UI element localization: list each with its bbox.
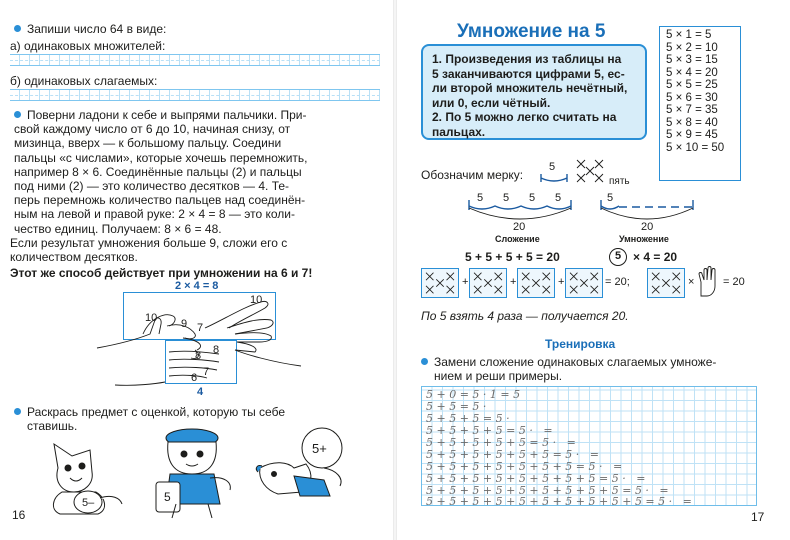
five-crosses-icon: [575, 158, 605, 184]
five-crosses-square: [565, 268, 603, 298]
task2-paragraph: Поверни ладони к себе и выпрями пальчики. При- свой каждому число от 6 до 10, начиная снизу, от мизинца, вверх — к большому пальцу. Соедини пальцы «с числами», которые хочешь перемножить, например 8 × 6. Соединённые пальцы (2) и пальцы под ними (2) — это количество десятков — 4. Те- перь перемножь количество пальцев над соединён- ным на левой и правой руке: 2 × 4 = 8 — это коли- чество единиц. Получаем: 8 × 6 = 48.: [14, 108, 308, 236]
bullet-icon: [14, 408, 21, 415]
finger-number: 10: [250, 294, 263, 306]
five-crosses-square: [469, 268, 507, 298]
multiplication-table: [659, 26, 741, 181]
training-row: 5+5+5+5+5+5+5+5+5=5· =: [426, 484, 673, 497]
bullet-icon: [421, 358, 428, 365]
finger-number: 8: [213, 344, 220, 356]
rules-box: 1. Произведения из таблицы на 5 заканчиваются цифрами 5, ес- ли второй множитель нечётный, или 0, если чётный. 2. По 5 можно легко считать на пальцах.: [421, 44, 647, 140]
arc-number: 5: [503, 192, 510, 204]
hand-result: = 20: [723, 276, 745, 288]
table-row: 5 × 5 = 25: [666, 79, 718, 91]
circled-five: 5: [609, 248, 627, 266]
hands-top-label: 2 × 4 = 8: [175, 280, 219, 292]
addition-caption: Сложение: [495, 234, 540, 244]
plus-sign: +: [510, 276, 517, 288]
page-number-right: 17: [751, 510, 765, 524]
training-row: 5+5+5+5+5=5· =: [426, 436, 580, 449]
training-row: 5+5+5=5·: [426, 412, 514, 425]
task2-line-9: Если результат умножения больше 9, сложи его с: [10, 236, 288, 250]
page-number-left: 16: [12, 508, 26, 522]
training-grid[interactable]: [421, 386, 757, 506]
pics-result: = 20;: [605, 276, 630, 288]
page-title: Умножение на 5: [457, 21, 606, 42]
table-row: 5 × 3 = 15: [666, 54, 718, 66]
training-heading: Тренировка: [545, 337, 616, 351]
arc-number: 5: [607, 192, 614, 204]
ball-grade-label: 5+: [312, 441, 327, 456]
training-row: 5+5=5·: [426, 400, 490, 413]
plus-sign: +: [558, 276, 565, 288]
task3-instruction: Раскрась предмет с оценкой, которую ты себе ставишь.: [14, 405, 285, 433]
hands-drawing: [95, 288, 305, 388]
task1-a-label: а) одинаковых множителей:: [10, 39, 166, 53]
arc-number: 5: [529, 192, 536, 204]
times-sign: ×: [688, 276, 695, 288]
left-page: [0, 0, 393, 540]
hands-diagram: [95, 280, 305, 398]
finger-number: 8: [195, 350, 202, 362]
training-row: 5+5+5+5+5+5+5=5· =: [426, 460, 626, 473]
multiplication-total: 20: [641, 221, 654, 233]
bear-with-bag-icon[interactable]: [150, 424, 240, 520]
task1-instruction: Запиши число 64 в виде:: [14, 22, 166, 36]
table-row: 5 × 6 = 30: [666, 91, 718, 104]
finger-number: 9: [181, 318, 188, 330]
training-instruction: Замени сложение одинаковых слагаемых умноже- нием и реши примеры.: [421, 355, 716, 383]
cat-with-pot-icon[interactable]: [38, 438, 130, 518]
task2-bold-note: Этот же способ действует при умножении на 6 и 7!: [10, 266, 313, 280]
training-row: 5+5+5+5=5· =: [426, 424, 557, 437]
example-note: По 5 взять 4 раза — получается 20.: [421, 309, 629, 323]
arc-number: 5: [555, 192, 562, 204]
finger-number: 10: [145, 312, 158, 324]
task2-line-10: количеством десятков.: [10, 250, 138, 264]
answer-strip-b[interactable]: [10, 89, 380, 101]
table-row: 5 × 2 = 10: [666, 41, 718, 54]
table-row: 5 × 4 = 20: [666, 66, 718, 79]
table-row: 5 × 8 = 40: [666, 116, 718, 129]
measure-value: 5: [549, 161, 556, 173]
finger-number: 7: [197, 322, 204, 334]
training-row: 5+5+5+5+5+5=5· =: [426, 448, 603, 461]
addition-total: 20: [513, 221, 526, 233]
dog-with-ball-icon[interactable]: [254, 424, 362, 504]
hands-bottom-label: 4: [197, 386, 204, 398]
bullet-icon: [14, 25, 21, 32]
four-fingers-hand-icon: [697, 266, 719, 298]
arc-number: 5: [477, 192, 484, 204]
answer-strip-a[interactable]: [10, 54, 380, 66]
task1-b-label: б) одинаковых слагаемых:: [10, 74, 158, 88]
table-row: 5 × 7 = 35: [666, 104, 718, 116]
multiplication-caption: Умножение: [619, 234, 669, 244]
training-row: 5+0=5·1=5: [426, 388, 524, 401]
product-equation: × 4 = 20: [633, 250, 678, 264]
table-row: 5 × 10 = 50: [666, 141, 725, 154]
right-page: [397, 0, 790, 540]
training-row: 5+5+5+5+5+5+5+5+5+5=5· =: [426, 495, 696, 508]
bullet-icon: [14, 111, 21, 118]
cat-grade-label: 5–: [82, 497, 95, 509]
finger-number: 7: [203, 366, 210, 378]
five-crosses-square: [517, 268, 555, 298]
table-row: 5 × 1 = 5: [666, 29, 712, 41]
plus-sign: +: [462, 276, 469, 288]
bag-grade-label: 5: [164, 490, 171, 504]
five-crosses-square: [421, 268, 459, 298]
table-row: 5 × 9 = 45: [666, 129, 718, 141]
measure-word: пять: [609, 176, 630, 187]
measure-arc-icon: [539, 172, 569, 184]
measure-label: Обозначим мерку:: [421, 168, 524, 182]
five-crosses-square: [647, 268, 685, 298]
finger-number: 6: [191, 372, 198, 384]
training-row: 5+5+5+5+5+5+5+5=5· =: [426, 472, 649, 485]
sum-equation: 5 + 5 + 5 + 5 = 20: [465, 250, 560, 264]
